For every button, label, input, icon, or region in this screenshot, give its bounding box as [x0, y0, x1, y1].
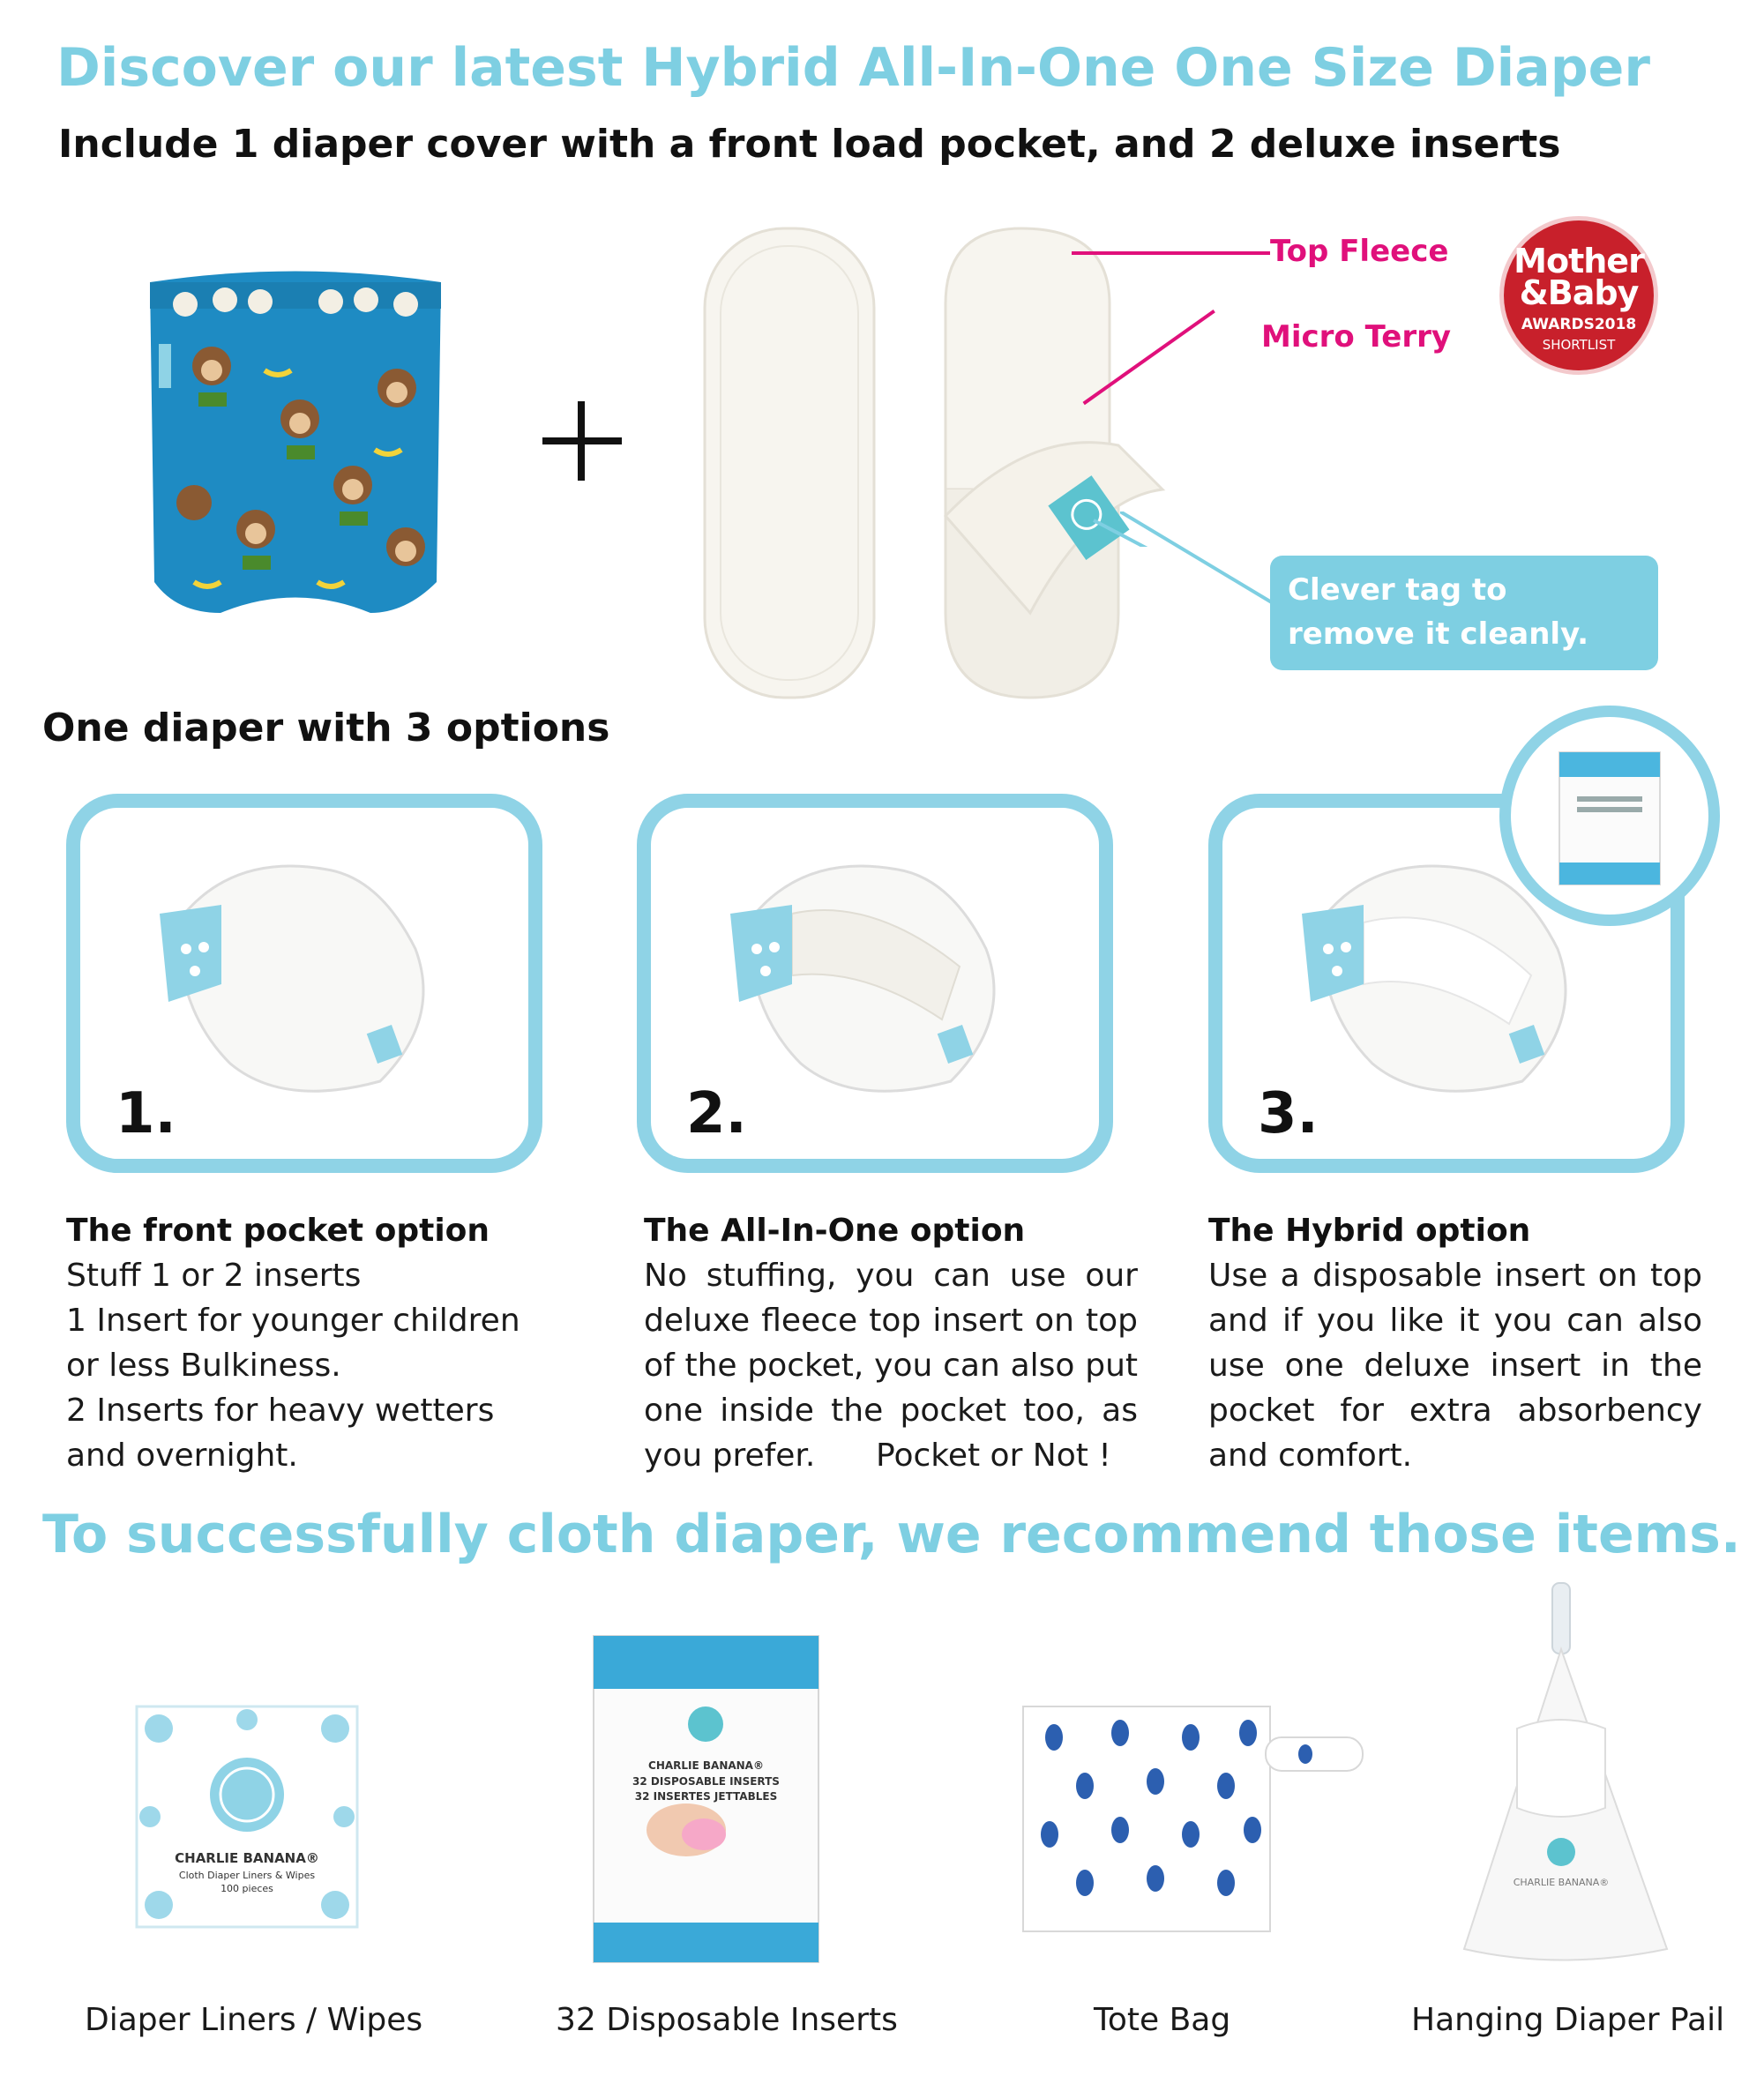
product-hanging-pail-image	[1429, 1579, 1693, 1975]
option-1-title: The front pocket option	[66, 1213, 490, 1249]
top-fleece-label: Top Fleece	[1270, 234, 1449, 269]
option-3-title: The Hybrid option	[1208, 1213, 1531, 1249]
options-heading: One diaper with 3 options	[42, 706, 610, 750]
insert-flat-image	[701, 225, 878, 705]
option-1-line-2: 1 Insert for younger children or less Bulkiness.	[66, 1303, 520, 1384]
option-2-description	[644, 1208, 1148, 1478]
product-disposable-inserts-image	[589, 1632, 823, 1967]
award-line-3: AWARDS2018	[1521, 316, 1637, 333]
option-1-frame	[66, 794, 542, 1173]
award-line-1: Mother	[1514, 242, 1644, 280]
plus-icon	[542, 401, 622, 481]
annotation-lines	[1058, 238, 1288, 547]
caption-tote-bag: Tote Bag	[1094, 2002, 1231, 2038]
option-1-line-3: 2 Inserts for heavy wetters and overnight.	[66, 1393, 495, 1474]
caption-liners: Diaper Liners / Wipes	[85, 2002, 423, 2038]
award-line-2: &Baby	[1519, 273, 1639, 312]
award-line-4: SHORTLIST	[1542, 337, 1616, 353]
award-badge	[1504, 220, 1654, 370]
option-1-description	[66, 1208, 560, 1478]
disposable-inserts-inset	[1499, 706, 1720, 926]
option-2-frame	[637, 794, 1113, 1173]
caption-disposable-inserts: 32 Disposable Inserts	[556, 2002, 898, 2038]
page-title: Discover our latest Hybrid All-In-One One Size Diaper	[56, 37, 1650, 99]
inserts-sub-2: 32 INSERTES JETTABLES	[634, 1790, 778, 1803]
caption-hanging-pail: Hanging Diaper Pail	[1411, 2002, 1725, 2038]
clever-tag-callout: Clever tag to remove it cleanly.	[1270, 556, 1658, 670]
option-2-number: 2.	[686, 1081, 747, 1146]
page-subtitle: Include 1 diaper cover with a front load pocket, and 2 deluxe inserts	[58, 122, 1561, 167]
diaper-pocket-image	[124, 817, 495, 1116]
tag-pointer-line	[1120, 512, 1279, 609]
option-3-description	[1208, 1208, 1702, 1478]
option-1-line-1: Stuff 1 or 2 inserts	[66, 1258, 362, 1294]
diaper-aio-image	[695, 817, 1065, 1116]
option-2-title: The All-In-One option	[644, 1213, 1026, 1249]
option-2-body: No stuffing, you can use our deluxe fleece top insert on top of the pocket, you can also put one inside the pocket too, as you prefer. Pocket or Not !	[644, 1258, 1148, 1474]
inserts-sub-1: 32 DISPOSABLE INSERTS	[632, 1775, 780, 1788]
inserts-brand: CHARLIE BANANA®	[648, 1759, 764, 1772]
micro-terry-label: Micro Terry	[1261, 319, 1452, 355]
diaper-cover-image	[141, 265, 450, 617]
option-1-number: 1.	[116, 1081, 176, 1146]
product-tote-bag-image	[1014, 1698, 1385, 1936]
option-3-body: Use a disposable insert on top and if you like it you can also use one deluxe insert in the pocket for extra absorbency and comfort.	[1208, 1258, 1702, 1474]
liners-brand: CHARLIE BANANA®	[175, 1850, 319, 1866]
option-3-number: 3.	[1258, 1081, 1319, 1146]
recommend-heading: To successfully cloth diaper, we recommend those items.	[42, 1504, 1741, 1565]
product-liners-image	[132, 1702, 362, 1931]
liners-sub-1: Cloth Diaper Liners & Wipes	[178, 1870, 316, 1881]
liners-sub-2: 100 pieces	[220, 1883, 273, 1894]
pail-brand: CHARLIE BANANA®	[1513, 1877, 1610, 1888]
